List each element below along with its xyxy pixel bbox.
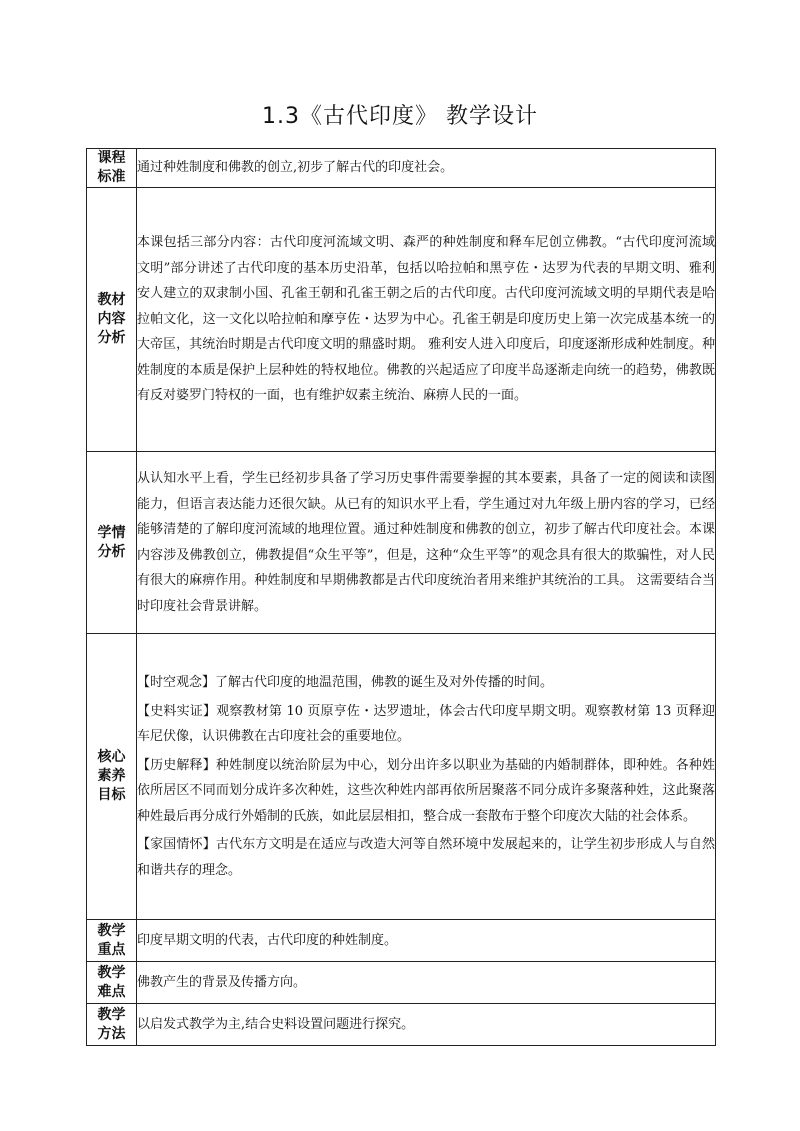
row-content bbox=[137, 149, 716, 188]
row-paragraph: 【史料实证】观察教材第 10 页原亨佐・达罗遗址，体会古代印度早期文明。观察教材第 13 页释迎车尼伏像，认识佛教在古印度社会的重要地位。 bbox=[137, 703, 715, 744]
row-label bbox=[87, 188, 137, 452]
row-student-analysis bbox=[87, 452, 716, 634]
row-label-text: 课程标准 bbox=[97, 150, 126, 185]
row-label bbox=[87, 149, 137, 188]
row-paragraph: 通过种姓制度和佛教的创立,初步了解古代的印度社会。 bbox=[137, 160, 454, 176]
row-paragraph: 印度早期文明的代表，古代印度的种姓制度。 bbox=[137, 932, 398, 948]
row-label bbox=[87, 1004, 137, 1046]
row-teaching-focus bbox=[87, 920, 716, 962]
row-content bbox=[137, 962, 716, 1004]
row-teaching-difficulty bbox=[87, 962, 716, 1004]
row-label bbox=[87, 962, 137, 1004]
row-content bbox=[137, 920, 716, 962]
row-label-text: 教材内容分析 bbox=[97, 292, 126, 346]
row-paragraph: 【家国情怀】古代东方文明是在适应与改造大河等自然环境中发展起来的，让学生初步形成人与自然和谐共存的理念。 bbox=[137, 837, 715, 878]
row-paragraph: 佛教产生的背景及传播方向。 bbox=[137, 974, 307, 990]
lesson-plan-table bbox=[86, 148, 716, 1046]
row-label bbox=[87, 452, 137, 634]
row-curriculum-standard bbox=[87, 149, 716, 188]
row-label-text: 教学方法 bbox=[97, 1006, 126, 1042]
row-paragraph: 【时空观念】了解古代印度的地温范围，佛教的诞生及对外传播的时间。 bbox=[137, 675, 554, 690]
row-paragraph: 本课包括三部分内容：古代印度河流域文明、森严的种姓制度和释车尼创立佛教。“古代印度河流域文明”部分讲述了古代印度的基本历史沿革，包括以哈拉帕和黑亨佐・达罗为代表的早期文明、雅利安人建立的双隶制小国、孔雀王朝和孔雀王朝之后的古代印度。古代印度河流域文明的早期代表是哈拉帕文化，这一文化以哈拉帕和摩亨佐・达罗为中心。孔雀王朝是印度历史上第一次完成基本统一的大帝匡，其统治时期是古代印度文明的鼎盛时期。 雅利安人进入印度后，印度逐渐形成种姓制度。种姓制度的本质是保护上层种姓的特权地位。佛教的兴起适应了印度半岛逐渐走向统一的趋势，佛教既有反对婆罗门特权的一面，也有维护奴素主统治、麻痹人民的一面。 bbox=[137, 235, 715, 404]
row-paragraph: 以启发式教学为主,结合史料设置问题进行探究。 bbox=[137, 1016, 415, 1032]
row-content bbox=[137, 452, 716, 634]
row-label-text: 教学重点 bbox=[97, 922, 126, 958]
row-content bbox=[137, 188, 716, 452]
document-title: 1.3《古代印度》 教学设计 bbox=[262, 104, 538, 129]
row-label-text: 学情分析 bbox=[97, 524, 126, 560]
row-textbook-analysis bbox=[87, 188, 716, 452]
row-label-text: 教学难点 bbox=[97, 964, 126, 1000]
row-content bbox=[137, 1004, 716, 1046]
row-content bbox=[137, 634, 716, 920]
row-label bbox=[87, 634, 137, 920]
row-core-literacy-goals bbox=[87, 634, 716, 920]
row-paragraph: 【历史解释】种姓制度以统治阶层为中心，划分出许多以职业为基础的内婚制群体，即种姓。各种姓依所居区不同而划分成许多次种姓，这些次种姓内部再依所居聚落不同分成许多聚落种姓，这此聚落种姓最后再分成行外婚制的氏族，如此层层相扣，整合成一套散布于整个印度次大陆的社会体系。 bbox=[137, 757, 715, 824]
row-label-text: 核心素养目标 bbox=[97, 749, 126, 803]
row-paragraph: 从认知水平上看，学生已经初步具备了学习历史事件需要拳握的其本要素，具备了一定的阅读和读图能力，但语言表达能力还很欠缺。从已有的知识水平上看，学生通过对九年级上册内容的学习，已经能够清楚的了解印度河流域的地理位置。通过种姓制度和佛教的创立，初步了解古代印度社会。本课内容涉及佛教创立，佛教提倡“众生平等”，但是，这种“众生平等”的观念具有很大的欺骗性，对人民有很大的麻痹作用。种姓制度和早期佛教都是古代印度统治者用来维护其统治的工具。 这需要结合当时印度社会背景讲解。 bbox=[137, 471, 715, 614]
row-label bbox=[87, 920, 137, 962]
row-teaching-method bbox=[87, 1004, 716, 1046]
